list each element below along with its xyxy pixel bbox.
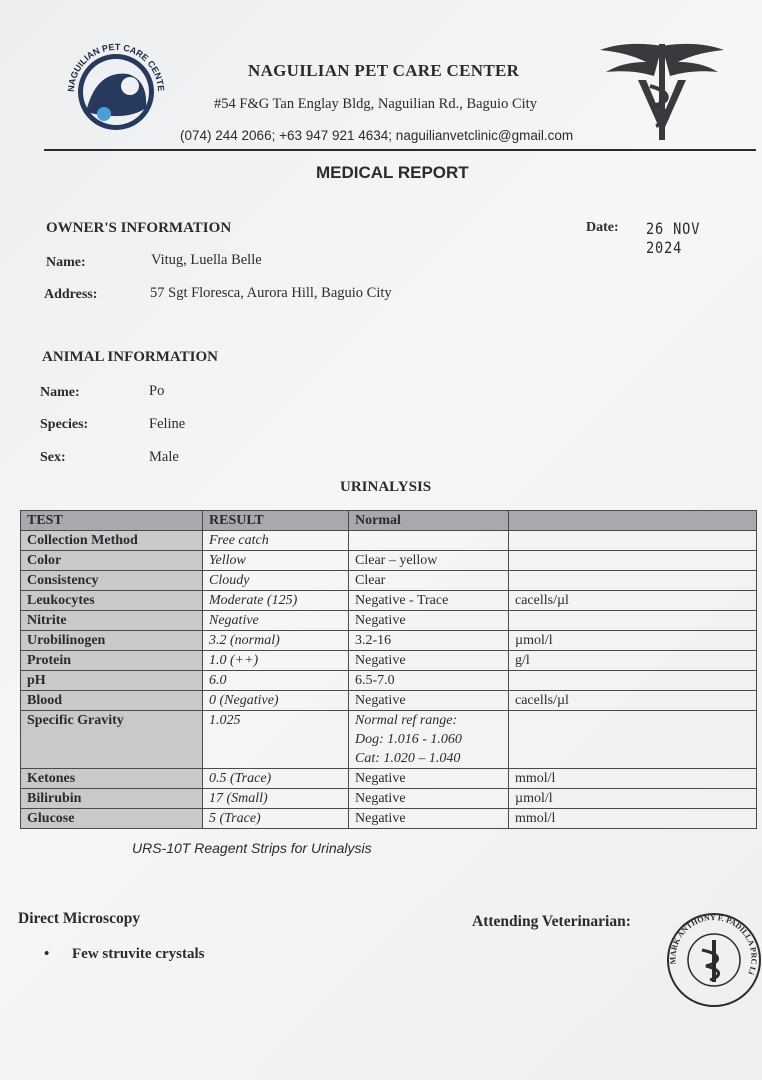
table-row <box>21 789 757 809</box>
test-name: Glucose <box>21 809 203 829</box>
test-result: 1.0 (++) <box>203 651 349 671</box>
test-unit: g/l <box>509 651 757 671</box>
table-row <box>21 631 757 651</box>
test-name: Consistency <box>21 571 203 591</box>
test-normal: 6.5-7.0 <box>349 671 509 691</box>
logo-arc-text: NAGUILIAN PET CARE CENTE <box>65 41 167 93</box>
test-normal <box>349 531 509 551</box>
test-normal: Negative - Trace <box>349 591 509 611</box>
animal-name-value: Po <box>149 383 165 399</box>
test-result: Cloudy <box>203 571 349 591</box>
test-normal-range <box>349 711 509 769</box>
bullet-icon: • <box>44 946 50 962</box>
test-result: 17 (Small) <box>203 789 349 809</box>
sex-value: Male <box>149 449 179 465</box>
test-normal: Negative <box>349 769 509 789</box>
clinic-logo <box>56 30 176 150</box>
header-unit <box>509 511 757 531</box>
date-label: Date: <box>586 220 619 235</box>
test-unit <box>509 571 757 591</box>
test-unit: cacells/µl <box>509 591 757 611</box>
test-name: pH <box>21 671 203 691</box>
test-name: Ketones <box>21 769 203 789</box>
test-normal: Clear – yellow <box>349 551 509 571</box>
table-row <box>21 551 757 571</box>
test-unit <box>509 671 757 691</box>
stamp-text: MARK ANTHONY F. PADILLA PRC Li <box>668 912 759 976</box>
test-name: Collection Method <box>21 531 203 551</box>
clinic-address: #54 F&G Tan Englay Bldg, Naguilian Rd., Baguio City <box>214 96 537 112</box>
table-row <box>21 591 757 611</box>
report-title: MEDICAL REPORT <box>316 163 469 182</box>
header-test: TEST <box>21 511 203 531</box>
test-name: Leukocytes <box>21 591 203 611</box>
test-unit: µmol/l <box>509 631 757 651</box>
owner-heading: OWNER'S INFORMATION <box>46 220 232 236</box>
test-result: 0.5 (Trace) <box>203 769 349 789</box>
microscopy-heading: Direct Microscopy <box>18 910 141 927</box>
test-unit <box>509 531 757 551</box>
normal-range-title: Normal ref range: <box>355 713 458 728</box>
table-header-row <box>21 511 757 531</box>
owner-address-label: Address: <box>44 287 98 302</box>
test-normal: Negative <box>349 651 509 671</box>
test-unit <box>509 711 757 769</box>
sex-label: Sex: <box>40 450 66 465</box>
reagent-note: URS-10T Reagent Strips for Urinalysis <box>132 840 372 856</box>
test-normal: Negative <box>349 691 509 711</box>
test-result: 5 (Trace) <box>203 809 349 829</box>
caduceus-icon <box>598 36 726 144</box>
test-name: Specific Gravity <box>21 711 203 769</box>
test-result: 6.0 <box>203 671 349 691</box>
veterinarian-heading: Attending Veterinarian: <box>472 913 631 930</box>
test-normal: Negative <box>349 809 509 829</box>
test-unit: mmol/l <box>509 809 757 829</box>
test-name: Blood <box>21 691 203 711</box>
normal-range-dog: Dog: 1.016 - 1.060 <box>355 732 462 747</box>
test-normal: Negative <box>349 611 509 631</box>
table-row <box>21 809 757 829</box>
veterinarian-stamp <box>662 908 762 1008</box>
test-result: Yellow <box>203 551 349 571</box>
test-result: 0 (Negative) <box>203 691 349 711</box>
normal-range-cat: Cat: 1.020 – 1.040 <box>355 751 461 766</box>
urinalysis-table <box>20 510 757 829</box>
clinic-contact: (074) 244 2066; +63 947 921 4634; naguilianvetclinic@gmail.com <box>180 128 574 143</box>
test-result: Free catch <box>203 531 349 551</box>
test-name: Color <box>21 551 203 571</box>
species-value: Feline <box>149 416 186 432</box>
species-label: Species: <box>40 417 89 432</box>
table-row <box>21 571 757 591</box>
test-normal: 3.2-16 <box>349 631 509 651</box>
animal-name-label: Name: <box>40 385 80 400</box>
test-result: Negative <box>203 611 349 631</box>
clinic-name: NAGUILIAN PET CARE CENTER <box>248 61 520 80</box>
test-unit: µmol/l <box>509 789 757 809</box>
test-unit: cacells/µl <box>509 691 757 711</box>
table-row <box>21 769 757 789</box>
test-unit <box>509 611 757 631</box>
test-name: Urobilinogen <box>21 631 203 651</box>
owner-name-value: Vitug, Luella Belle <box>151 252 262 268</box>
table-row <box>21 531 757 551</box>
table-row <box>21 671 757 691</box>
date-value: 26 NOV 2024 <box>646 219 701 257</box>
table-row <box>21 611 757 631</box>
table-row <box>21 651 757 671</box>
test-normal: Negative <box>349 789 509 809</box>
urinalysis-title: URINALYSIS <box>340 479 432 495</box>
owner-address-value: 57 Sgt Floresca, Aurora Hill, Baguio City <box>150 285 392 301</box>
header-result: RESULT <box>203 511 349 531</box>
owner-name-label: Name: <box>46 255 86 270</box>
test-name: Nitrite <box>21 611 203 631</box>
animal-heading: ANIMAL INFORMATION <box>42 349 218 365</box>
test-name: Protein <box>21 651 203 671</box>
test-result: Moderate (125) <box>203 591 349 611</box>
test-unit: mmol/l <box>509 769 757 789</box>
table-row <box>21 691 757 711</box>
test-result: 3.2 (normal) <box>203 631 349 651</box>
header-normal: Normal <box>349 511 509 531</box>
test-unit <box>509 551 757 571</box>
test-result: 1.025 <box>203 711 349 769</box>
microscopy-finding: Few struvite crystals <box>72 946 205 962</box>
table-row-specific-gravity <box>21 711 757 769</box>
test-name: Bilirubin <box>21 789 203 809</box>
header-divider <box>44 149 756 151</box>
test-normal: Clear <box>349 571 509 591</box>
